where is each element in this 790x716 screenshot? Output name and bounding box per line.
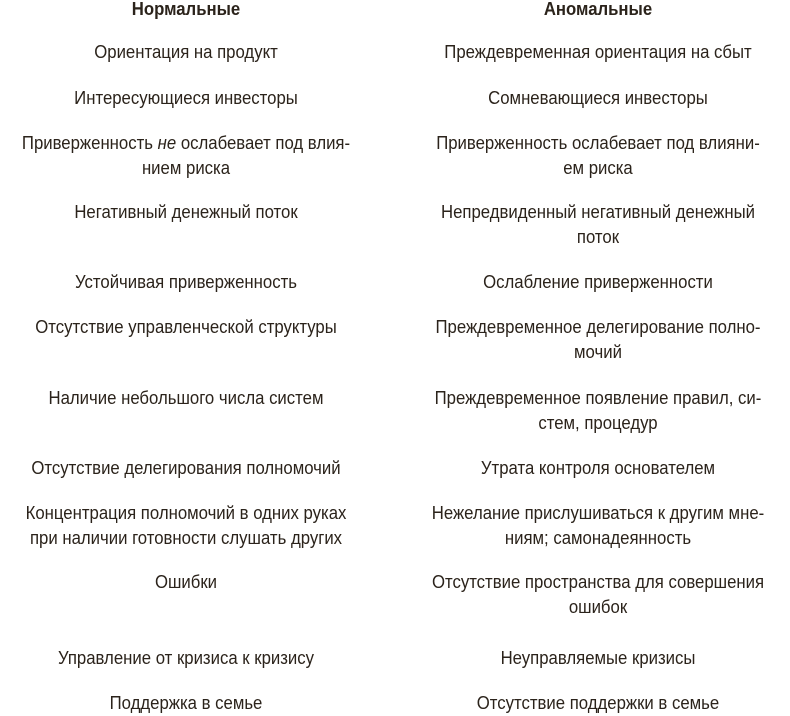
normal-cell: Наличие небольшого числа систем [48, 388, 324, 408]
emphasis-text: не [157, 133, 177, 153]
normal-cell: Устойчивая приверженность [75, 272, 297, 292]
text: Приверженность [21, 133, 158, 153]
abnormal-cell: Отсутствие поддержки в семье [476, 693, 720, 713]
abnormal-cell: Преждевременное делегирование полно- мочий [435, 317, 761, 362]
normal-cell [13, 131, 359, 181]
normal-cell: Ошибки [154, 572, 218, 592]
abnormal-cell: Преждевременная ориентация на сбыт [444, 42, 752, 62]
header-normal: Нормальные [131, 0, 241, 19]
normal-cell: Поддержка в семье [109, 693, 263, 713]
abnormal-cell: Преждевременное появление правил, си- стем, процедур [434, 388, 762, 433]
normal-cell: Негативный денежный поток [74, 202, 298, 222]
abnormal-cell: Утрата контроля основателем [480, 458, 716, 478]
normal-cell: Управление от кризиса к кризису [57, 648, 315, 668]
normal-cell: Отсутствие делегирования полномочий [31, 458, 341, 478]
abnormal-cell: Ослабление приверженности [483, 272, 713, 292]
normal-cell: Ориентация на продукт [94, 42, 278, 62]
header-abnormal: Аномальные [543, 0, 653, 19]
abnormal-cell: Нежелание прислушиваться к другим мне- ниям; самонадеянность [431, 503, 765, 548]
normal-cell: Концентрация полномочий в одних руках при наличии готовности слушать других [25, 503, 347, 548]
abnormal-cell: Неуправляемые кризисы [500, 648, 696, 668]
abnormal-cell: Приверженность ослабевает под влияни- ем риска [436, 133, 760, 178]
text: ослабевает под влия- нием риска [141, 133, 351, 178]
normal-cell: Отсутствие управленческой структуры [35, 317, 337, 337]
abnormal-cell: Сомневающиеся инвесторы [488, 88, 708, 108]
normal-cell: Интересующиеся инвесторы [74, 88, 298, 108]
abnormal-cell: Непредвиденный негативный денежный поток [440, 202, 756, 247]
abnormal-cell: Отсутствие пространства для совершения ошибок [431, 572, 765, 617]
